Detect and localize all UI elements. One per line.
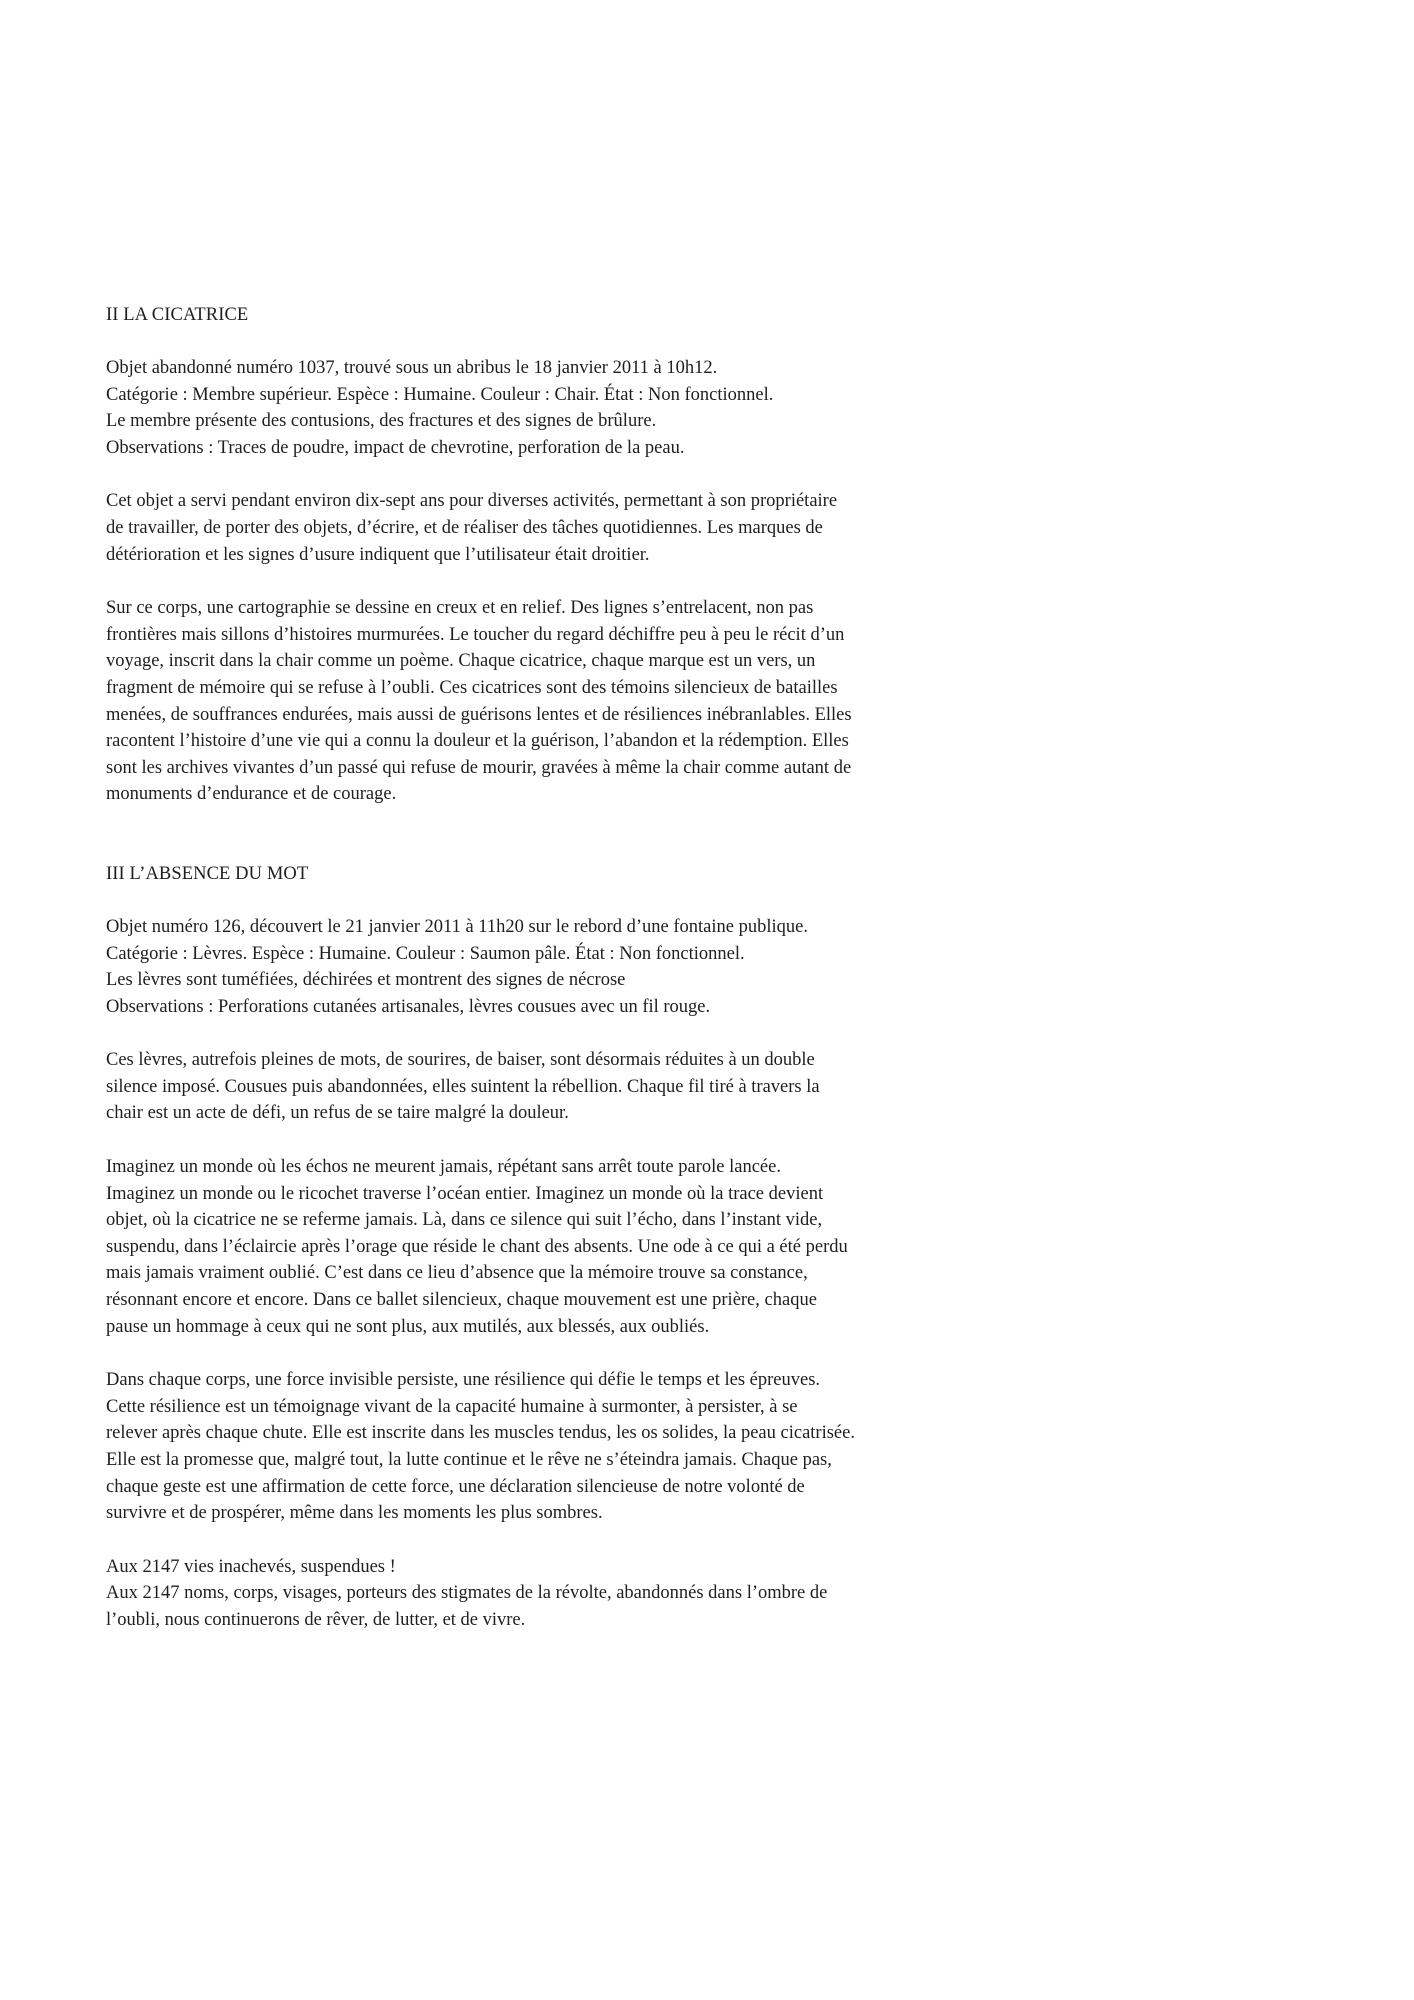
- text-line: Objet abandonné numéro 1037, trouvé sous un abribus le 18 janvier 2011 à 10h12.: [106, 358, 718, 378]
- text-line: de travailler, de porter des objets, d’écrire, et de réaliser des tâches quotidiennes. Les marques de: [106, 517, 823, 538]
- object-record: [106, 355, 1046, 461]
- text-line: survivre et de prospérer, même dans les moments les plus sombres.: [106, 1503, 603, 1524]
- text-line: chair est un acte de défi, un refus de se taire malgré la douleur.: [106, 1103, 569, 1124]
- text-line: objet, où la cicatrice ne se referme jamais. Là, dans ce silence qui suit l’écho, dans l’instant vide,: [106, 1210, 823, 1231]
- text-line: frontières mais sillons d’histoires murmurées. Le toucher du regard déchiffre peu à peu le récit d’un: [106, 624, 845, 645]
- section-la-cicatrice: [106, 302, 1046, 808]
- text-line: Aux 2147 noms, corps, visages, porteurs des stigmates de la révolte, abandonnés dans l’ombre de: [106, 1583, 828, 1604]
- text-line: Catégorie : Membre supérieur. Espèce : Humaine. Couleur : Chair. État : Non fonctionnel.: [106, 384, 774, 405]
- text-line: Observations : Traces de poudre, impact de chevrotine, perforation de la peau.: [106, 437, 685, 458]
- text-line: Dans chaque corps, une force invisible persiste, une résilience qui défie le temps et les épreuves.: [106, 1370, 821, 1391]
- text-line: Imaginez un monde ou le ricochet traverse l’océan entier. Imaginez un monde où la trace devient: [106, 1183, 824, 1204]
- text-line: Aux 2147 vies inachevés, suspendues !: [106, 1556, 396, 1577]
- text-line: Imaginez un monde où les échos ne meurent jamais, répétant sans arrêt toute parole lancée.: [106, 1157, 781, 1178]
- text-line: mais jamais vraiment oublié. C’est dans ce lieu d’absence que la mémoire trouve sa constance,: [106, 1263, 808, 1284]
- text-line: Ces lèvres, autrefois pleines de mots, de sourires, de baiser, sont désormais réduites à un double: [106, 1050, 815, 1071]
- text-line: Objet numéro 126, découvert le 21 janvier 2011 à 11h20 sur le rebord d’une fontaine publique.: [106, 916, 808, 937]
- text-line: sont les archives vivantes d’un passé qui refuse de mourir, gravées à même la chair comme autant de: [106, 757, 852, 778]
- text-line: résonnant encore et encore. Dans ce ballet silencieux, chaque mouvement est une prière, chaque: [106, 1290, 817, 1311]
- text-line: Cette résilience est un témoignage vivant de la capacité humaine à surmonter, à persister, à se: [106, 1396, 798, 1417]
- text-line: l’oubli, nous continuerons de rêver, de lutter, et de vivre.: [106, 1609, 526, 1630]
- text-line: menées, de souffrances endurées, mais aussi de guérisons lentes et de résiliences inébranlables. Elles: [106, 704, 852, 725]
- text-line: monuments d’endurance et de courage.: [106, 784, 397, 805]
- section-title: II LA CICATRICE: [106, 305, 249, 325]
- section-spacer: [106, 835, 1046, 861]
- text-line: Elle est la promesse que, malgré tout, la lutte continue et le rêve ne s’éteindra jamais. Chaque pas,: [106, 1450, 832, 1470]
- paragraph: [106, 1154, 1046, 1340]
- text-line: fragment de mémoire qui se refuse à l’oubli. Ces cicatrices sont des témoins silencieux de batailles: [106, 677, 838, 698]
- section-absence-du-mot: [106, 861, 1046, 1634]
- text-line: Observations : Perforations cutanées artisanales, lèvres cousues avec un fil rouge.: [106, 996, 711, 1017]
- paragraph: [106, 595, 1046, 808]
- dedication: [106, 1554, 1046, 1634]
- text-line: Sur ce corps, une cartographie se dessine en creux et en relief. Des lignes s’entrelacent, non pas: [106, 598, 814, 619]
- text-line: Le membre présente des contusions, des fractures et des signes de brûlure.: [106, 411, 657, 432]
- text-line: silence imposé. Cousues puis abandonnées, elles suintent la rébellion. Chaque fil tiré à travers la: [106, 1076, 820, 1097]
- text-line: Catégorie : Lèvres. Espèce : Humaine. Couleur : Saumon pâle. État : Non fonctionnel.: [106, 943, 745, 964]
- text-line: chaque geste est une affirmation de cette force, une déclaration silencieuse de notre volonté de: [106, 1476, 805, 1497]
- text-line: Cet objet a servi pendant environ dix-sept ans pour diverses activités, permettant à son propriétaire: [106, 491, 838, 512]
- text-line: racontent l’histoire d’une vie qui a connu la douleur et la guérison, l’abandon et la rédemption. Elles: [106, 731, 849, 752]
- document-page: [106, 302, 1046, 1661]
- paragraph: [106, 488, 1046, 568]
- text-line: voyage, inscrit dans la chair comme un poème. Chaque cicatrice, chaque marque est un vers, un: [106, 651, 816, 672]
- text-line: détérioration et les signes d’usure indiquent que l’utilisateur était droitier.: [106, 544, 650, 565]
- section-title: III L’ABSENCE DU MOT: [106, 863, 309, 884]
- object-record: [106, 914, 1046, 1020]
- paragraph: [106, 1047, 1046, 1127]
- text-line: Les lèvres sont tuméfiées, déchirées et montrent des signes de nécrose: [106, 970, 626, 991]
- paragraph: [106, 1367, 1046, 1527]
- text-line: pause un hommage à ceux qui ne sont plus, aux mutilés, aux blessés, aux oubliés.: [106, 1316, 710, 1337]
- text-line: relever après chaque chute. Elle est inscrite dans les muscles tendus, les os solides, la peau cicatrisée.: [106, 1423, 855, 1444]
- text-line: suspendu, dans l’éclaircie après l’orage que réside le chant des absents. Une ode à ce qui a été perdu: [106, 1236, 848, 1257]
